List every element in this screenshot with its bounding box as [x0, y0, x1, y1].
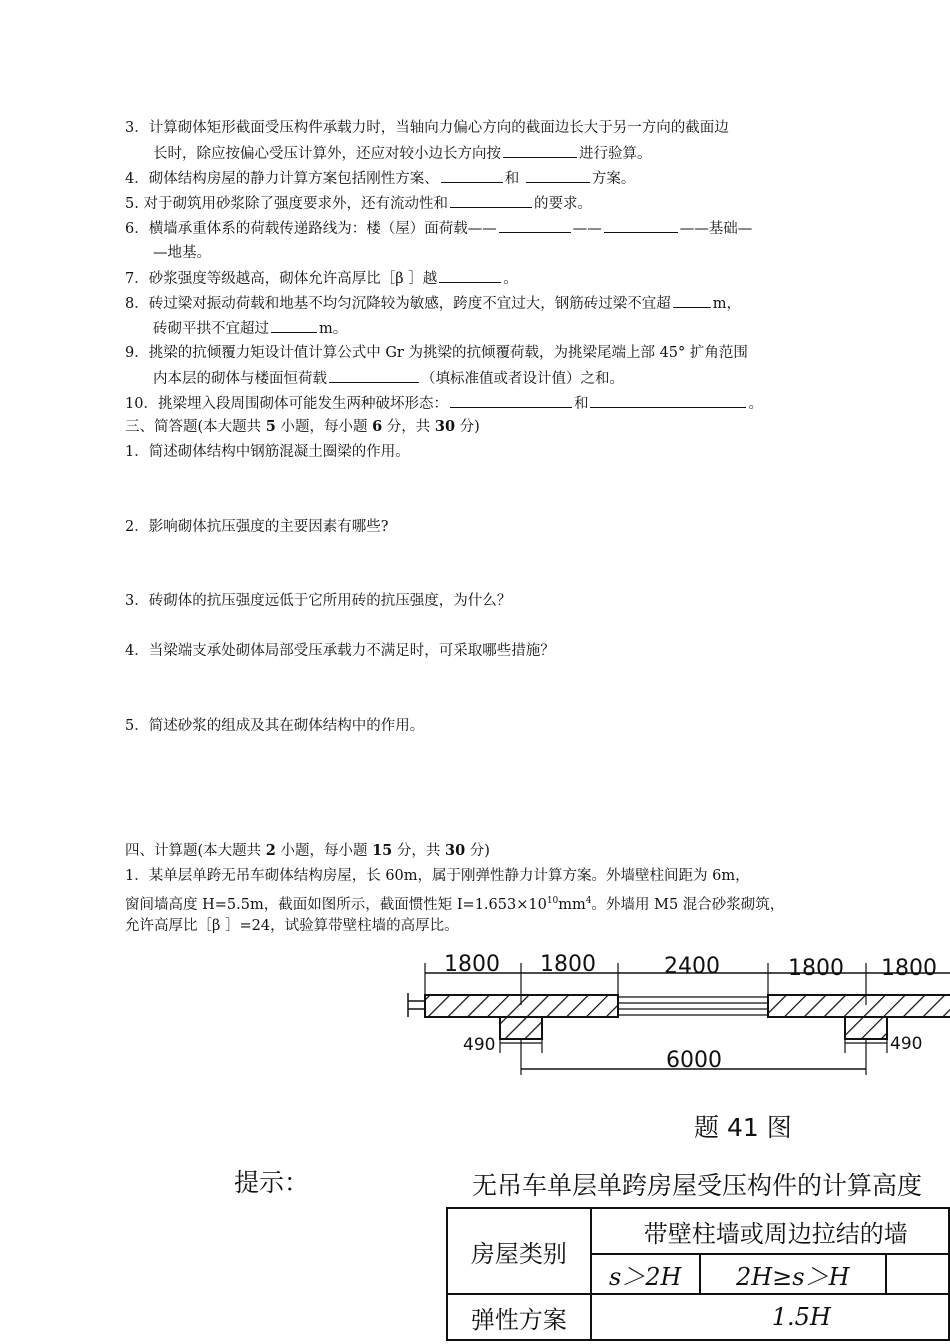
q6-text-a: 6．横墙承重体系的荷载传递路线为：楼（屋）面荷载——	[125, 221, 497, 237]
sub-header-2: 2H≥s＞H	[700, 1254, 886, 1294]
q9-line2	[153, 368, 624, 389]
q9-blank[interactable]	[329, 368, 419, 383]
q4-text-c: 方案。	[591, 171, 636, 187]
q7-text-a: 7．砂浆强度等级越高，砌体允许高厚比［β ］越	[125, 271, 438, 287]
calc-q1-text-a: 窗间墙高度 H=5.5m，截面如图所示，截面惯性矩 I=1.653×10	[125, 896, 547, 913]
wall-segment-left	[425, 995, 618, 1017]
q5-text-a: 5. 对于砌筑用砂浆除了强度要求外，还有流动性和	[125, 196, 448, 212]
figure-caption: 题 41 图	[694, 1113, 792, 1142]
q5-text-b: 的要求。	[533, 196, 592, 212]
q3-line2	[153, 143, 652, 164]
pilaster-left	[500, 1017, 542, 1039]
q3-text-a: 长时，除应按偏心受压计算外，还应对较小边长方向按	[153, 146, 501, 162]
section3-heading-c: 分，共	[382, 419, 435, 435]
section3-heading	[125, 417, 480, 437]
sub-header-3	[886, 1254, 949, 1294]
q6-blank-2[interactable]	[604, 218, 678, 233]
q3-line1: 3．计算砌体矩形截面受压构件承载力时，当轴向力偏心方向的截面边长大于另一方向的截面边	[125, 120, 729, 136]
group-header: 带壁柱墙或周边拉结的墙	[591, 1208, 949, 1254]
q8-blank-2[interactable]	[271, 318, 317, 333]
dim-top-1: 1800	[444, 952, 500, 977]
short-answer-2: 2．影响砌体抗压强度的主要因素有哪些?	[125, 519, 389, 535]
dim-pilaster-left: 490	[463, 1035, 496, 1055]
calc-q1-text-c: 。外墙用 M5 混合砂浆砌筑，	[591, 896, 785, 913]
q5-blank[interactable]	[450, 193, 532, 208]
q10-blank-1[interactable]	[450, 393, 572, 408]
q6-line1	[125, 218, 752, 239]
section4-points-each: 15	[372, 842, 393, 859]
q7-blank[interactable]	[439, 268, 501, 283]
section4-heading-d: 分)	[465, 843, 490, 859]
q7-line	[125, 268, 518, 289]
q7-text-b: 。	[503, 271, 518, 287]
hint-label: 提示：	[234, 1168, 310, 1197]
q8-blank-1[interactable]	[673, 293, 711, 308]
dim-pilaster-right: 490	[890, 1034, 923, 1054]
q9-text-a: 内本层的砌体与楼面恒荷载	[153, 371, 327, 387]
q4-text-b: 和	[504, 171, 520, 187]
q6-line2: —地基。	[153, 245, 211, 261]
section3-points-total: 30	[434, 418, 456, 435]
calc-q1-line3: 允许高厚比［β ］=24，试验算带壁柱墙的高厚比。	[125, 918, 459, 934]
hint-title: 无吊车单层单跨房屋受压构件的计算高度	[472, 1171, 923, 1200]
short-answer-3: 3．砖砌体的抗压强度远低于它所用砖的抗压强度，为什么？	[125, 593, 512, 609]
q6-blank-1[interactable]	[499, 218, 571, 233]
q8-text-a: 8．砖过梁对振动荷载和地基不均匀沉降较为敏感，跨度不宜过大，钢筋砖过梁不宜超	[125, 296, 671, 312]
q8-line2	[153, 318, 347, 339]
section3-count: 5	[265, 418, 276, 435]
calc-q1-exponent: 10	[546, 896, 559, 906]
col-header-category: 房屋类别	[447, 1208, 591, 1294]
q10-text-a: 10．挑梁埋入段周围砌体可能发生两种破坏形态：	[125, 396, 448, 412]
short-answer-5: 5．简述砂浆的组成及其在砌体结构中的作用。	[125, 718, 425, 734]
q8-text-d: m。	[319, 321, 348, 337]
short-answer-1: 1．简述砌体结构中钢筋混凝土圈梁的作用。	[125, 444, 410, 460]
short-answer-4: 4．当梁端支承处砌体局部受压承载力不满足时，可采取哪些措施？	[125, 643, 555, 659]
calc-q1-line2	[125, 891, 784, 915]
section4-heading-a: 四、计算题(本大题共	[125, 843, 266, 859]
dim-top-5: 1800	[881, 956, 937, 981]
sub-header-1: s＞2H	[591, 1254, 700, 1294]
q4-text-a: 4．砌体结构房屋的静力计算方案包括刚性方案、	[125, 171, 439, 187]
calc-q1-unit-exponent: 4	[585, 896, 592, 906]
dim-top-4: 1800	[788, 956, 844, 981]
section4-points-total: 30	[444, 842, 466, 859]
section3-points-each: 6	[372, 418, 383, 435]
wall-section-drawing	[400, 945, 950, 1085]
q3-blank[interactable]	[503, 143, 577, 158]
q9-line1: 9．挑梁的抗倾覆力矩设计值计算公式中 Gr 为挑梁的抗倾覆荷载，为挑梁尾端上部 45° 扩角范围	[125, 345, 748, 361]
q8-text-b: m，	[712, 296, 741, 312]
calc-q1-unit: mm	[558, 896, 586, 913]
q10-text-c: 。	[748, 396, 763, 412]
q6-text-b: ——	[572, 221, 602, 237]
q10-line	[125, 393, 763, 414]
section4-heading-b: 小题，每小题	[275, 843, 373, 859]
row-elastic-value: 1.5H	[591, 1294, 949, 1340]
q8-text-c: 砖砌平拱不宜超过	[153, 321, 269, 337]
q10-blank-2[interactable]	[590, 393, 746, 408]
section4-count: 2	[265, 842, 276, 859]
section3-heading-b: 小题，每小题	[275, 419, 373, 435]
q4-blank-1[interactable]	[441, 168, 503, 183]
section3-heading-d: 分)	[455, 419, 480, 435]
q5-line	[125, 193, 592, 214]
dim-top-3: 2400	[664, 954, 720, 979]
q8-line1	[125, 293, 741, 314]
row-elastic-label: 弹性方案	[447, 1294, 591, 1340]
hint-table	[446, 1207, 950, 1344]
q3-text-b: 进行验算。	[579, 146, 652, 162]
q9-text-b: （填标准值或者设计值）之和。	[421, 371, 624, 387]
dim-top-2: 1800	[540, 952, 596, 977]
q10-text-b: 和	[573, 396, 589, 412]
section3-heading-a: 三、简答题(本大题共	[125, 419, 266, 435]
section4-heading-c: 分，共	[392, 843, 445, 859]
pilaster-right	[845, 1017, 887, 1039]
section4-heading	[125, 841, 490, 861]
q6-text-c: ——基础—	[679, 221, 753, 237]
calc-q1-line1: 1．某单层单跨无吊车砌体结构房屋，长 60m，属于刚弹性静力计算方案。外墙壁柱间距为 6m，	[125, 868, 750, 884]
dim-spacing: 6000	[666, 1048, 722, 1073]
wall-section-figure	[400, 945, 950, 1085]
wall-segment-right	[768, 995, 950, 1017]
q4-blank-2[interactable]	[526, 168, 590, 183]
q4-line	[125, 168, 635, 189]
